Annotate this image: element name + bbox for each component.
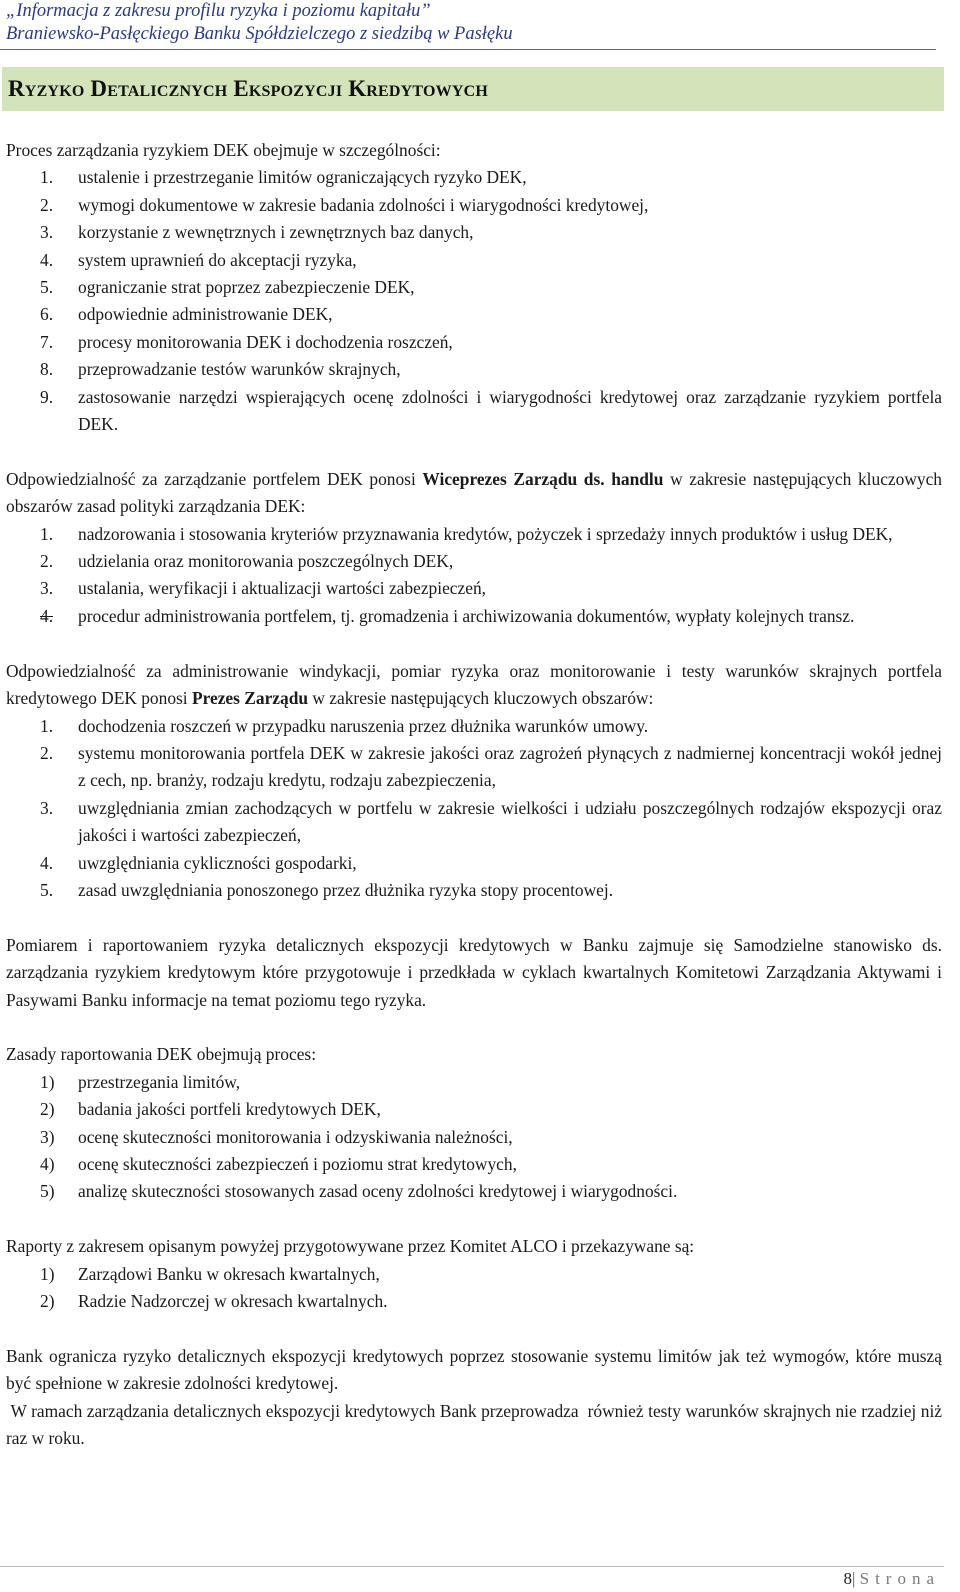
list-text: zasad uwzględniania ponoszonego przez dłużnika ryzyka stopy procentowej. — [78, 879, 614, 900]
list-item — [6, 274, 942, 301]
list-text: udzielania oraz monitorowania poszczególnych DEK, — [78, 551, 454, 572]
list-number: 1. — [40, 523, 54, 544]
header-line-2: Braniewsko-Pasłęckiego Banku Spółdzielczego z siedzibą w Pasłęku — [6, 24, 513, 44]
section-title-band — [2, 67, 944, 111]
list-text: badania jakości portfeli kredytowych DEK, — [78, 1099, 381, 1120]
list-text: nadzorowania i stosowania kryteriów przyznawania kredytów, pożyczek i sprzedaży innych produktów i usług DEK, — [78, 523, 893, 544]
list-item — [6, 603, 942, 630]
list-item — [6, 192, 942, 219]
list-item — [6, 1261, 942, 1288]
section2-intro-b: w zakresie następujących kluczowych obszarów zasad polityki zarządzania DEK: — [6, 468, 942, 517]
page-number-label — [843, 1569, 940, 1589]
list-item — [6, 713, 942, 740]
list-text: ustalenie i przestrzeganie limitów ograniczających ryzyko DEK, — [78, 167, 527, 188]
list-number: 8. — [40, 359, 54, 380]
list-number: 2) — [40, 1099, 55, 1120]
list-item — [6, 329, 942, 356]
list-number: 2. — [40, 551, 54, 572]
list-item — [6, 877, 942, 904]
section6-list — [6, 1261, 942, 1316]
document-body — [6, 137, 947, 1452]
list-text: analizę skuteczności stosowanych zasad oceny zdolności kredytowej i wiarygodności. — [78, 1181, 678, 1202]
list-item — [6, 164, 942, 191]
section7-paragraph-2: W ramach zarządzania detalicznych ekspozycji kredytowych Bank przeprowadza również testy warunków skrajnych nie rzadziej niż raz w roku. — [6, 1400, 947, 1448]
list-number: 2) — [40, 1290, 55, 1311]
header-line-1: „Informacja z zakresu profilu ryzyka i poziomu kapitału” — [6, 1, 431, 21]
list-number: 1. — [40, 715, 54, 736]
list-text: ocenę skuteczności zabezpieczeń i poziomu strat kredytowych, — [78, 1153, 517, 1174]
list-number: 2. — [40, 194, 54, 215]
footer-separator: | — [851, 1569, 856, 1588]
section2-intro — [6, 466, 942, 521]
section2-list — [6, 521, 942, 631]
list-text: ocenę skuteczności monitorowania i odzyskiwania należności, — [78, 1126, 513, 1147]
list-item — [6, 521, 942, 548]
list-item — [6, 1069, 942, 1096]
list-number: 5) — [40, 1181, 55, 1202]
list-number: 2. — [40, 742, 54, 763]
list-text: ustalania, weryfikacji i aktualizacji wartości zabezpieczeń, — [78, 578, 486, 599]
section4-paragraph: Pomiarem i raportowaniem ryzyka detalicznych ekspozycji kredytowych w Banku zajmuje się Samodzielne stanowisko ds. zarządzania ryzykiem kredytowym które przygotowuje i przedkłada w cyklach kwartalnych Komitetowi Zarządzania Aktywami i Pasywami Banku informacje na temat poziomu tego ryzyka. — [6, 934, 942, 1010]
list-text: korzystanie z wewnętrznych i zewnętrznych baz danych, — [78, 222, 474, 243]
list-text: odpowiednie administrowanie DEK, — [78, 304, 333, 325]
list-number: 6. — [40, 304, 54, 325]
list-text: uwzględniania zmian zachodzących w portfelu w zakresie wielkości i udziału poszczególnych rodzajów ekspozycji oraz jakości i wartości zabezpieczeń, — [78, 797, 942, 846]
list-item — [6, 356, 942, 383]
list-text: dochodzenia roszczeń w przypadku naruszenia przez dłużnika warunków umowy. — [78, 715, 649, 736]
list-item — [6, 1288, 942, 1315]
section3-list — [6, 713, 942, 905]
section-title: Ryzyko Detalicznych Ekspozycji Kredytowych — [8, 76, 489, 101]
list-text: ograniczanie strat poprzez zabezpieczenie DEK, — [78, 277, 415, 298]
list-text: procedur administrowania portfelem, tj. gromadzenia i archiwizowania dokumentów, wypłaty kolejnych transz. — [78, 605, 855, 626]
section3-responsible: Prezes Zarządu — [191, 688, 309, 709]
list-text: system uprawnień do akceptacji ryzyka, — [78, 249, 357, 270]
list-text: procesy monitorowania DEK i dochodzenia roszczeń, — [78, 331, 453, 352]
list-number: 5. — [40, 277, 54, 298]
list-item — [6, 1151, 942, 1178]
list-item — [6, 1178, 942, 1205]
list-item — [6, 850, 942, 877]
list-text: systemu monitorowania portfela DEK w zakresie jakości oraz zagrożeń płynących z nadmiernej koncentracji wokół jednej z cech, np. branży, rodzaju kredytu, rodzaju zabezpieczenia, — [78, 742, 942, 791]
list-item — [6, 575, 942, 602]
section1-intro: Proces zarządzania ryzykiem DEK obejmuje w szczególności: — [6, 140, 441, 160]
list-item — [6, 795, 942, 850]
list-number: 3. — [40, 578, 54, 599]
list-number: 4. — [40, 605, 54, 626]
list-item — [6, 740, 942, 795]
list-number: 5. — [40, 879, 54, 900]
list-text: zastosowanie narzędzi wspierających ocenę zdolności i wiarygodności kredytowej oraz zarządzanie ryzykiem portfela DEK. — [78, 386, 942, 435]
list-item — [6, 384, 942, 439]
list-number: 3. — [40, 797, 54, 818]
section7-paragraph-1: Bank ogranicza ryzyko detalicznych ekspozycji kredytowych poprzez stosowanie systemu limitów jak też wymogów, które muszą być spełnione w zakresie zdolności kredytowej. — [6, 1345, 942, 1394]
list-item — [6, 548, 942, 575]
list-number: 3) — [40, 1126, 55, 1147]
list-item — [6, 1124, 942, 1151]
section3-intro-a: Odpowiedzialność za administrowanie windykacji, pomiar ryzyka oraz monitorowanie i testy warunków skrajnych portfela kredytowego DEK ponosi — [6, 660, 942, 709]
section2-responsible: Wiceprezes Zarządu ds. handlu — [422, 468, 664, 489]
header-rule — [0, 49, 936, 50]
list-text: przestrzegania limitów, — [78, 1071, 241, 1092]
section3-intro — [6, 658, 942, 713]
list-text: uwzględniania cykliczności gospodarki, — [78, 852, 357, 873]
footer-word: Strona — [859, 1569, 940, 1588]
section5-list — [6, 1069, 942, 1206]
list-text: wymogi dokumentowe w zakresie badania zdolności i wiarygodności kredytowej, — [78, 194, 649, 215]
list-text: przeprowadzanie testów warunków skrajnych, — [78, 359, 401, 380]
page-footer — [0, 1566, 960, 1592]
list-number: 4. — [40, 852, 54, 873]
list-item — [6, 247, 942, 274]
list-item — [6, 1096, 942, 1123]
section3-intro-b: w zakresie następujących kluczowych obszarów: — [308, 688, 654, 709]
list-number: 9. — [40, 386, 54, 407]
list-item — [6, 219, 942, 246]
list-text: Radzie Nadzorczej w okresach kwartalnych. — [78, 1290, 388, 1311]
section6-intro: Raporty z zakresem opisanym powyżej przygotowywane przez Komitet ALCO i przekazywane są: — [6, 1236, 695, 1257]
section5-intro: Zasady raportowania DEK obejmują proces: — [6, 1044, 317, 1065]
list-number: 7. — [40, 331, 54, 352]
section2-intro-a: Odpowiedzialność za zarządzanie portfelem DEK ponosi — [6, 468, 423, 489]
list-number: 1. — [40, 167, 54, 188]
list-number: 3. — [40, 222, 54, 243]
list-number: 4. — [40, 249, 54, 270]
document-header — [6, 0, 936, 46]
footer-rule — [0, 1566, 944, 1567]
section1-list — [6, 164, 942, 438]
list-number: 1) — [40, 1263, 55, 1284]
page-number: 8 — [843, 1569, 852, 1588]
list-text: Zarządowi Banku w okresach kwartalnych, — [78, 1263, 380, 1284]
list-item — [6, 301, 942, 328]
list-number: 4) — [40, 1153, 55, 1174]
list-number: 1) — [40, 1071, 55, 1092]
